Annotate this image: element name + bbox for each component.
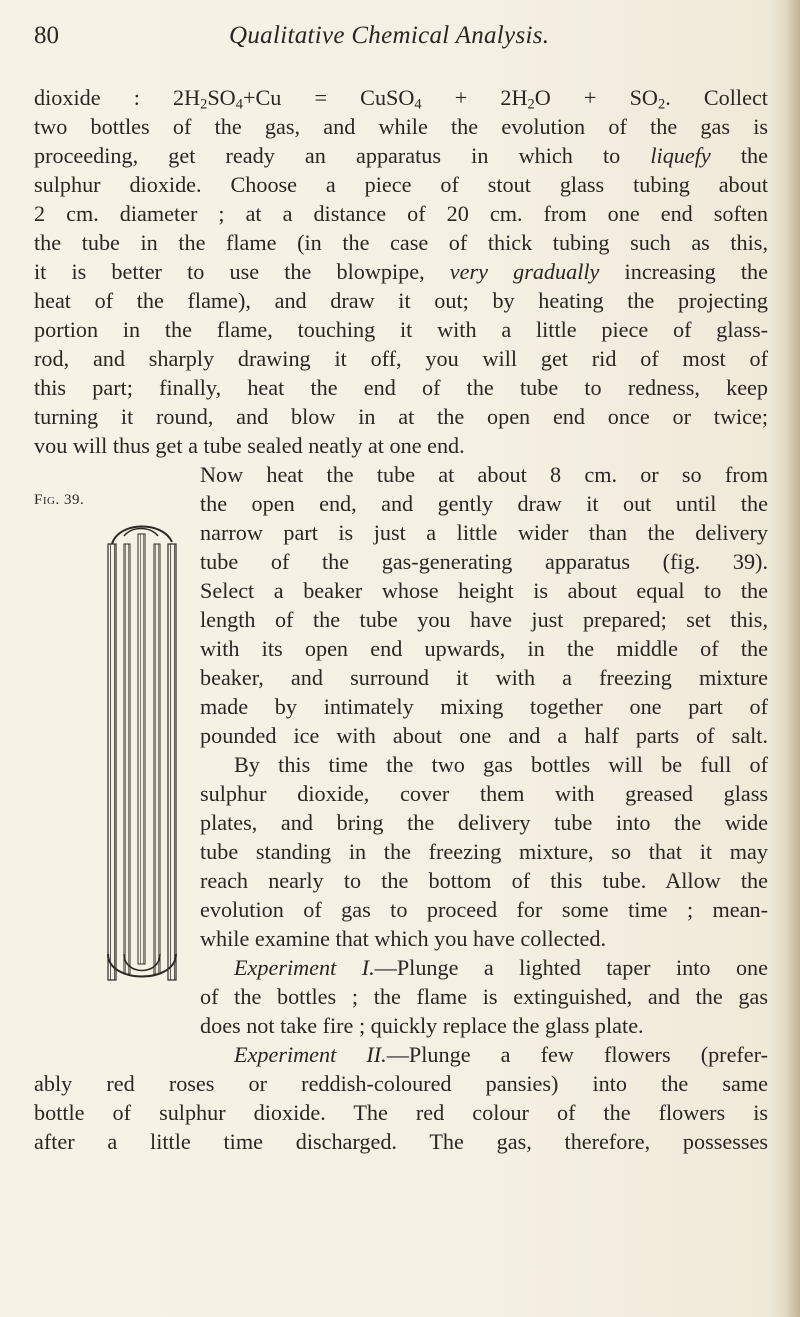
text-line: evolution of gas to proceed for some time ; mean- (200, 897, 768, 922)
text-line: tube of the gas-generating apparatus (fig. 39). (200, 549, 768, 574)
page-header (34, 22, 770, 56)
text-line: after a little time discharged. The gas, therefore, possesses (34, 1129, 768, 1154)
page-edge-shadow (786, 0, 800, 1317)
text-line: sulphur dioxide, cover them with greased glass (200, 781, 768, 806)
text-line: does not take fire ; quickly replace the glass plate. (200, 1013, 644, 1038)
text-line: dioxide : $2H_2SO_4+Cu$ = CuSO$_4$ + $2H_2O + SO_2$. Collect (34, 85, 768, 113)
text-line: with its open end upwards, in the middle of the (200, 636, 768, 661)
text-line: heat of the flame), and draw it out; by heating the projecting (34, 288, 768, 313)
text-line: turning it round, and blow in at the open end once or twice; (34, 404, 768, 429)
text-line: bottle of sulphur dioxide. The red colour of the flowers is (34, 1100, 768, 1125)
figure-label: Fig. 39. (34, 492, 85, 508)
text-line: Experiment II.—Plunge a few flowers (prefer- (234, 1042, 768, 1067)
experiment-heading: Experiment II. (234, 1042, 387, 1067)
text-line: vou will thus get a tube sealed neatly at one end. (34, 433, 465, 458)
text-line: the tube in the flame (in the case of thick tubing such as this, (34, 230, 768, 255)
text-line: of the bottles ; the flame is extinguished, and the gas (200, 984, 768, 1009)
text-line: narrow part is just a little wider than the delivery (200, 520, 768, 545)
text-line: reach nearly to the bottom of this tube. Allow the (200, 868, 768, 893)
experiment-heading: Experiment I. (234, 955, 375, 980)
running-title: Qualitative Chemical Analysis. (229, 22, 550, 49)
text-line: Select a beaker whose height is about equal to the (200, 578, 768, 603)
page-number: 80 (34, 22, 59, 49)
text-line: it is better to use the blowpipe, very gradually increasing the (34, 259, 768, 284)
text-line: ably red roses or reddish-coloured pansies) into the same (34, 1071, 768, 1096)
text-line: proceeding, get ready an apparatus in which to liquefy the (34, 143, 769, 168)
text-line: tube standing in the freezing mixture, so that it may (200, 839, 768, 864)
text-line: By this time the two gas bottles will be full of (234, 752, 768, 777)
text-line: 2 cm. diameter ; at a distance of 20 cm. from one end soften (34, 201, 768, 226)
text-line: sulphur dioxide. Choose a piece of stout glass tubing about (34, 172, 768, 197)
text-line: portion in the flame, touching it with a little piece of glass- (34, 317, 768, 342)
tube-illustration (98, 514, 190, 984)
text-line: length of the tube you have just prepared; set this, (200, 607, 768, 632)
text-line: two bottles of the gas, and while the evolution of the gas is (34, 114, 768, 139)
emphasis: very gradually (449, 259, 600, 284)
emphasis: liquefy (650, 143, 711, 168)
text-line: Experiment I.—Plunge a lighted taper into one (234, 955, 768, 980)
text-line: while examine that which you have collected. (200, 926, 607, 951)
text-line: beaker, and surround it with a freezing mixture (200, 665, 768, 690)
text-line: Now heat the tube at about 8 cm. or so from (200, 462, 768, 487)
text-line: the open end, and gently draw it out until the (200, 491, 768, 516)
text-line: pounded ice with about one and a half parts of salt. (200, 723, 768, 748)
figure-39-tube-in-beaker (98, 514, 190, 1054)
text-line: this part; finally, heat the end of the tube to redness, keep (34, 375, 768, 400)
text-line: plates, and bring the delivery tube into the wide (200, 810, 768, 835)
text-line: made by intimately mixing together one part of (200, 694, 768, 719)
text-line: rod, and sharply drawing it off, you will get rid of most of (34, 346, 768, 371)
